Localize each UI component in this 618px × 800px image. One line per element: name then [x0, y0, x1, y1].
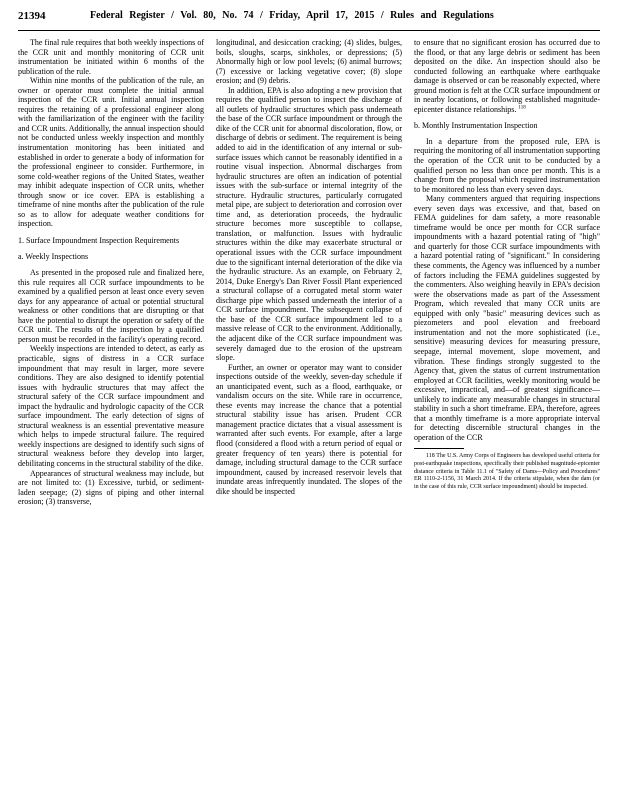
footnote-reference: 118 — [518, 105, 526, 111]
column-2 — [216, 38, 402, 496]
paragraph: In a departure from the proposed rule, EPA is requiring the monitoring of all instrumentation supporting the operation of the CCR unit to be conducted by a qualified person no less than once per month. This is a change from the proposal which required instrumentation to be monitored no less than every seven days. — [414, 136, 600, 194]
running-title: Federal Register / Vol. 80, No. 74 / Friday, April 17, 2015 / Rules and Regulations — [90, 10, 494, 21]
paragraph: Weekly inspections are intended to detect, as early as practicable, signs of distress in a CCR surface impoundment that may result in larger, more severe conditions. They are also designed to identify potential issues with hydraulic structures that may affect the structural safety of the CCR surface impoundment and impact the hydraulic and hydrologic capacity of the CCR surface impoundment. The early detection of signs of structural weakness is an essential preventative measure which helps to impede structural failure. The required weekly inspections are designed to identify such signs of structural weakness before they develop into larger, debilitating concerns in the structural stability of the dike. — [18, 344, 204, 468]
column-1 — [18, 38, 204, 507]
subsection-heading: a. Weekly Inspections — [18, 252, 89, 262]
page-header — [18, 8, 600, 24]
paragraph: In addition, EPA is also adopting a new provision that requires the qualified person to inspect the discharge of all outlets of hydraulic structures which pass underneath the base of the CCR surface impoundment or through the dike of the CCR unit for abnormal discoloration, flow, or discharge of debris or sediment. The requirement is being added to aid in the identification of any internal or sub-surface issues which cannot be reasonably identified in a routine visual inspection. Abnormal discharges from hydraulic structures are often an indication of potential issues with the sub-surface or internal integrity of the structure. Hydraulic structures, particularly corrugated metal pipe, are subject to deterioration and corrosion over time and, as deterioration proceeds, the hydraulic structure becomes more susceptible to collapse, translation, or malfunction. Issues with hydraulic structures within the dike may exacerbate structural or operational issues with the CCR surface impoundment due to the significant internal deterioration of the dike via the hydraulic structure. As an example, on February 2, 2014, Duke Energy's Dan River Fossil Plant experienced a structural collapse of a corrugated metal storm water discharge pipe which passed underneath the interior of a CCR surface impoundment. The subsequent collapse of the base of the CCR surface impoundment led to a massive release of CCR to the environment. Additionally, the adjacent dike of the CCR surface impoundment was severely damaged due to the erosion of the upstream slope. — [216, 85, 402, 363]
page-number: 21394 — [18, 10, 46, 22]
paragraph: Many commenters argued that requiring inspections every seven days was excessive, and that, based on FEMA guidelines for dam safety, a more reasonable timeframe would be once per month for CCR surface impoundments with a hazard potential rating of "high" and quarterly for those CCR surface impoundments with a hazard potential rating of "significant." In considering these comments, the Agency was influenced by a number of factors including the FEMA guidelines suggested by the commenters. Also weighing heavily in EPA's decision were the observations made as part of the Assessment Program, which revealed that many CCR units are equipped with only "basic" measuring devices such as piezometers and pool elevation and freeboard instrumentation and not the more sophisticated (i.e., sensitive) measuring devices for measuring pressure, seepage, internal movement, slope movement, and vibration. These findings strongly suggested to the Agency that, given the status of current instrumentation employed at CCR facilities, weekly monitoring would be excessive, impractical, and—of greatest significance—unlikely to indicate any measurable changes in structural stability in such a short timeframe. EPA, therefore, agrees that a monthly timeframe is a more appropriate interval for detecting discernible structural changes in the operation of the CCR — [414, 194, 600, 442]
subsection-heading: b. Monthly Instrumentation Inspection — [414, 121, 538, 131]
header-rule — [18, 30, 600, 31]
paragraph: Within nine months of the publication of the rule, an owner or operator must complete the initial annual inspection of the CCR unit. Initial annual inspection requires the retaining of a professional engineer along with the familiarization of the engineer with the facility and CCR units. Additionally, the annual inspection should not be conducted unless weekly inspection and monthly instrumentation monitoring has been initiated and established in order to generate a body of information for the professional engineer to consider. Furthermore, in some cold-weather regions of the United States, weather may inhibit adequate inspection of CCR units, whether through snow or ice cover. EPA is establishing a timeframe of nine months after the publication of the rule so as to allow for adequate weather conditions for inspection. — [18, 76, 204, 229]
paragraph: Further, an owner or operator may want to consider inspections outside of the weekly, seven-day schedule if an unanticipated event, such as a flood, earthquake, or vandalism occurs on the site. While rare in occurrence, these events may increase the chance that a potential structural stability issue has arisen. Prudent CCR management practice dictates that a visual assessment is warranted after such events. For example, after a large flood (considered a flood with a return period of equal or greater frequency of ten years) there is potential for damage, including structural damage to the CCR surface impoundment, caused by increased reservoir levels that inundate areas infrequently inundated. The slopes of the dike should be inspected — [216, 362, 402, 496]
footnote-rule — [414, 448, 464, 449]
footnote: 118 The U.S. Army Corps of Engineers has developed useful criteria for post-earthquake inspections, specifically their published magnitude-epicenter distance criteria in Table 11.1 of "Safety of Dams—Policy and Procedures" ER 1110-2-1156, 31 March 2014. If the criteria stipulate, when the dam (or in the case of this rule, CCR surface impoundment) should be inspected. — [414, 453, 600, 490]
paragraph: longitudinal, and desiccation cracking; (4) slides, bulges, boils, sloughs, scarps, sinkholes, or depressions; (5) Abnormally high or low pool levels; (6) animal burrows; (7) excessive or lacking vegetative cover; (8) slope erosion; and (9) debris. — [216, 38, 402, 86]
paragraph — [414, 38, 600, 114]
paragraph: As presented in the proposed rule and finalized here, this rule requires all CCR surface impoundments to be examined by a qualified person at least once every seven days for any appearance of actual or potential structural weakness or other conditions that are disrupting or that have the potential to disrupt the operation or safety of the CCR unit. The results of the inspection by a qualified person must be recorded in the facility's operating record. — [18, 268, 204, 344]
column-3 — [414, 38, 600, 491]
section-heading: 1. Surface Impoundment Inspection Requirements — [18, 235, 180, 245]
paragraph: The final rule requires that both weekly inspections of the CCR unit and monthly monitoring of CCR unit instrumentation be initiated within 6 months of the publication of the rule. — [18, 38, 204, 76]
paragraph: Appearances of structural weakness may include, but are not limited to: (1) Excessive, turbid, or sediment-laden seepage; (2) signs of piping and other internal erosion; (3) transverse, — [18, 468, 204, 507]
paragraph-text: to ensure that no significant erosion has occurred due to the flood, or that any large debris or sediment has been deposited on the dike. An inspection should also be conducted following an earthquake where earthquake damage is observed or can be reasonably expected, where ground motion is felt at the CCR surface impoundment or in nearby locations, or following established magnitude-epicenter distance relationships. — [414, 38, 600, 114]
